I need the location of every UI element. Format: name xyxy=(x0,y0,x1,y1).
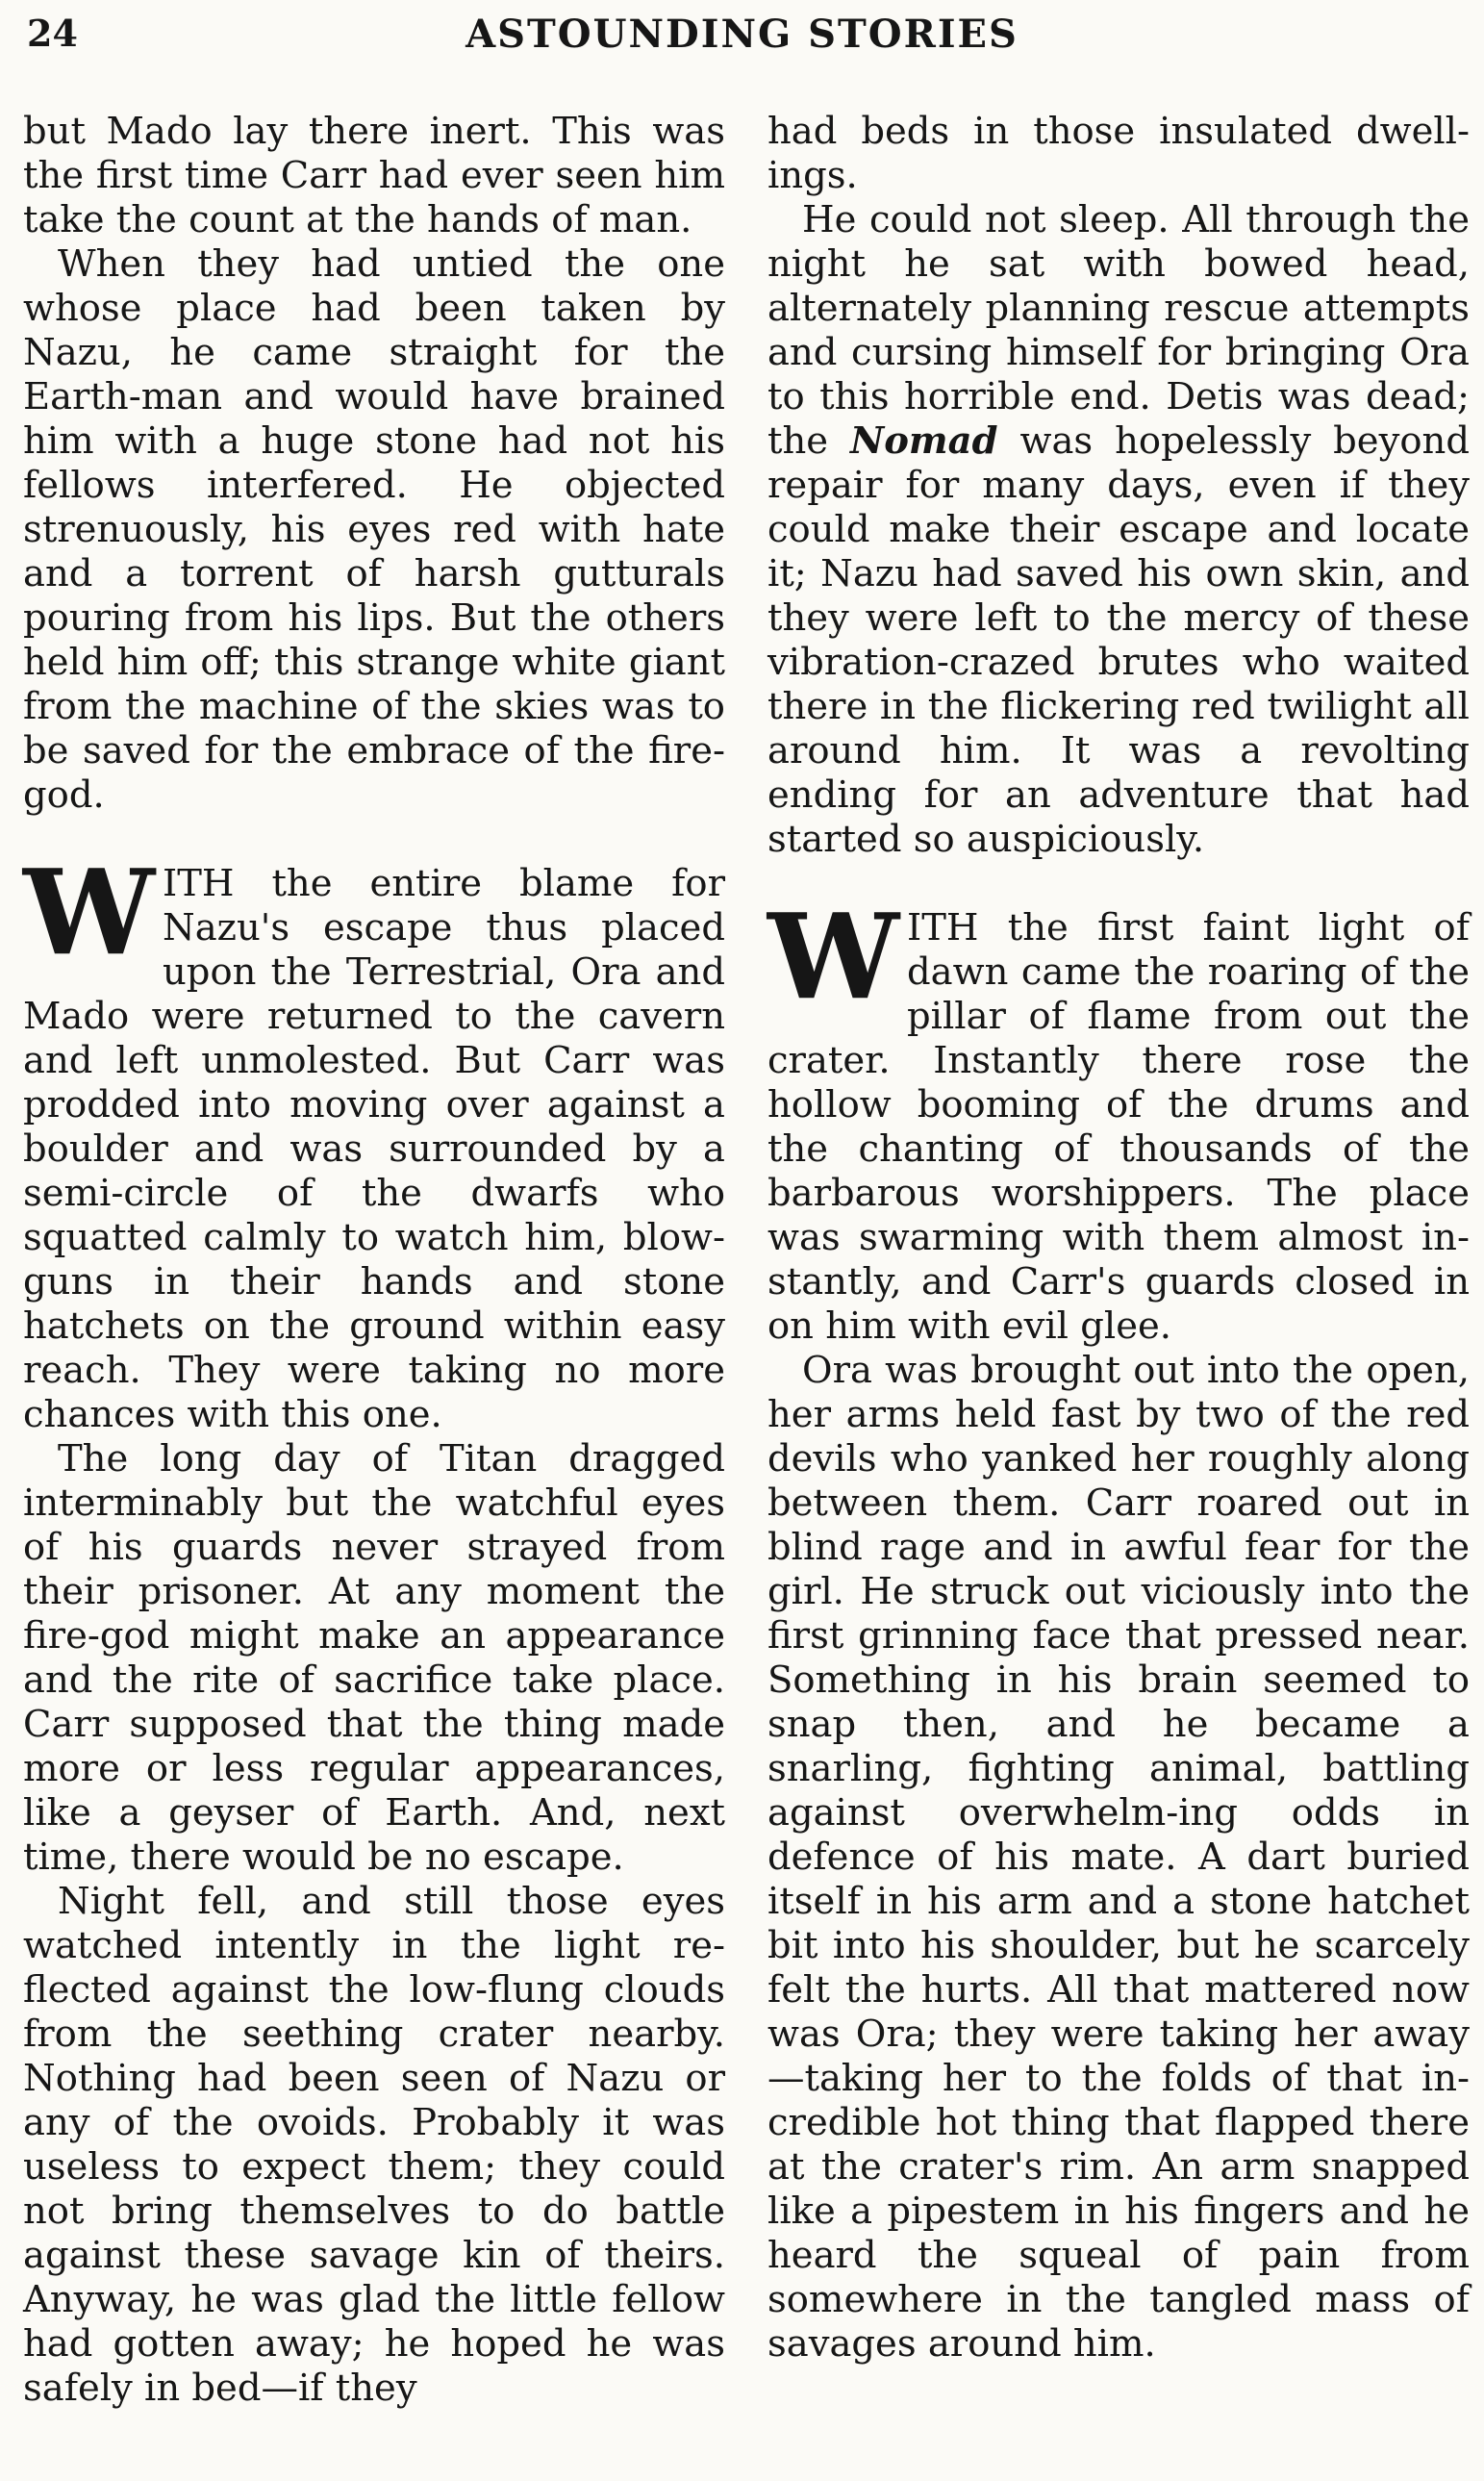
paragraph-text: ITH the first faint light of dawn came the roaring of the pillar of flame from out the crater. Instantly there rose the hollow booming of the drums and the chanting of thousands of the barbarous worshippers. The place was swarming with them almost in-stantly, and Carr's guards closed in on him with evil glee. xyxy=(767,906,1470,1348)
page-number: 24 xyxy=(27,12,78,55)
paragraph-text: was hopelessly beyond repair for many days, even if they could make their escape and locate it; Nazu had saved his own skin, and they were left to the mercy of these vibration-crazed brutes who waited there in the flickering red twilight all around him. It was a revolting ending for an adventure that had started so auspiciously. xyxy=(767,419,1470,861)
paragraph: Night fell, and still those eyes watched intently in the light re-flected against the low-flung clouds from the seething crater nearby. Nothing had been seen of Nazu or any of the ovoids. Probably it was useless to expect them; they could not bring themselves to do battle against these savage kin of theirs. Anyway, he was glad the little fellow had gotten away; he hoped he was safely in bed—if they xyxy=(23,1880,725,2410)
paragraph: When they had untied the one whose place had been taken by Nazu, he came straight for the Earth-man and would have brained him with a huge stone had not his fellows interfered. He objected strenuously, his eyes red with hate and a torrent of harsh gutturals pouring from his lips. But the others held him off; this strange white giant from the machine of the skies was to be saved for the embrace of the fire-god. xyxy=(23,242,725,817)
paragraph: The long day of Titan dragged interminably but the watchful eyes of his guards never strayed from their prisoner. At any moment the fire-god might make an appearance and the rite of sacrifice take place. Carr supposed that the thing made more or less regular appearances, like a geyser of Earth. And, next time, there would be no escape. xyxy=(23,1437,725,1879)
paragraph xyxy=(767,198,1470,862)
paragraph: had beds in those insulated dwell-ings. xyxy=(767,110,1470,197)
left-column xyxy=(23,110,725,2411)
drop-cap: W xyxy=(767,887,900,1025)
paragraph: Ora was brought out into the open, her arms held fast by two of the red devils who yanked her roughly along between them. Carr roared out in blind rage and in awful fear for the girl. He struck out viciously into the first grinning face that pressed near. Something in his brain seemed to snap then, and he became a snarling, fighting animal, battling against overwhelm-ing odds in defence of his mate. A dart buried itself in his arm and a stone hatchet bit into his shoulder, but he scarcely felt the hurts. All that mattered now was Ora; they were taking her away—taking her to the folds of that in-credible hot thing that flapped there at the crater's rim. An arm snapped like a pipestem in his fingers and he heard the squeal of pain from somewhere in the tangled mass of savages around him. xyxy=(767,1349,1470,2366)
right-column xyxy=(767,110,1470,2367)
section-opening-paragraph xyxy=(767,887,1470,1349)
page-header xyxy=(27,8,1457,65)
running-title: ASTOUNDING STORIES xyxy=(465,12,1019,57)
paragraph-text: He could not sleep. All through the night he sat with bowed head, alternately planning rescue attempts and cursing himself for bringing Ora to this horrible end. Detis was dead; the xyxy=(767,198,1470,463)
paragraph-text: ITH the entire blame for Nazu's escape thus placed upon the Terrestrial, Ora and Mado were returned to the cavern and left unmolested. But Carr was prodded into moving over against a boulder and was surrounded by a semi-circle of the dwarfs who squatted calmly to watch him, blow-guns in their hands and stone hatchets on the ground within easy reach. They were taking no more chances with this one. xyxy=(23,862,725,1436)
paragraph: but Mado lay there inert. This was the first time Carr had ever seen him take the count at the hands of man. xyxy=(23,110,725,241)
ship-name: Nomad xyxy=(850,419,998,463)
section-opening-paragraph xyxy=(23,843,725,1437)
drop-cap: W xyxy=(23,843,156,981)
